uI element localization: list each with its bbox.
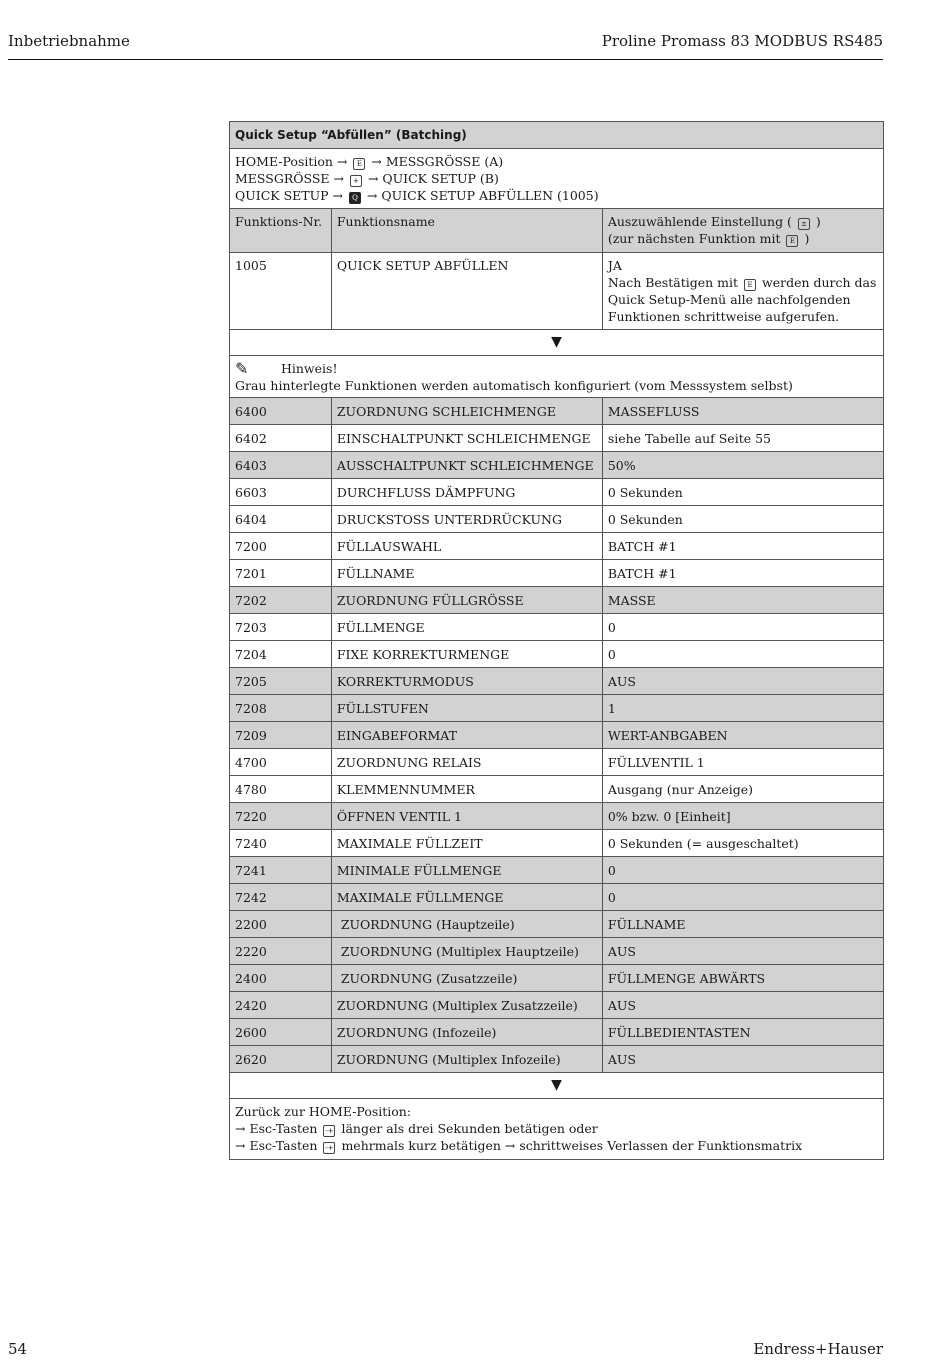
nav-line-2	[235, 170, 878, 187]
function-name: ZUORDNUNG RELAIS	[331, 749, 602, 776]
nav-line-1-start: HOME-Position →	[235, 154, 348, 169]
function-name: ZUORDNUNG (Infozeile)	[331, 1019, 602, 1046]
column-header-setting-a: Auszuwählende Einstellung (	[607, 214, 792, 229]
note-pencil-icon: ✎	[235, 359, 249, 378]
function-nr: 6402	[230, 425, 332, 452]
function-setting: 0	[602, 857, 883, 884]
function-name: ZUORDNUNG FÜLLGRÖSSE	[331, 587, 602, 614]
function-nr: 2200	[230, 911, 332, 938]
note-text: Grau hinterlegte Funktionen werden automatisch konfiguriert (vom Messsystem selbst)	[235, 378, 793, 393]
nav-line-3-start: QUICK SETUP →	[235, 188, 344, 203]
function-name: ÖFFNEN VENTIL 1	[331, 803, 602, 830]
table-row	[230, 938, 884, 965]
table-row	[230, 857, 884, 884]
function-name: AUSSCHALTPUNKT SCHLEICHMENGE	[331, 452, 602, 479]
function-nr: 7240	[230, 830, 332, 857]
function-setting: AUS	[602, 668, 883, 695]
function-name: FIXE KORREKTURMENGE	[331, 641, 602, 668]
function-nr: 7220	[230, 803, 332, 830]
table-title-row	[230, 122, 884, 149]
return-home-cell	[230, 1099, 884, 1160]
function-name: MINIMALE FÜLLMENGE	[331, 857, 602, 884]
function-nr: 6400	[230, 398, 332, 425]
function-nr: 7200	[230, 533, 332, 560]
column-header-name: Funktionsname	[331, 209, 602, 253]
column-header-setting	[602, 209, 883, 253]
first-row-line2b: werden durch das Quick Setup-Menü alle nachfolgenden Funktionen schrittweise aufgerufen.	[607, 275, 877, 324]
function-name: KLEMMENNUMMER	[331, 776, 602, 803]
function-name: ZUORDNUNG (Hauptzeile)	[331, 911, 602, 938]
function-nr: 7242	[230, 884, 332, 911]
function-nr: 4700	[230, 749, 332, 776]
function-nr: 2620	[230, 1046, 332, 1073]
function-nr: 2420	[230, 992, 332, 1019]
nav-line-3-end: → QUICK SETUP ABFÜLLEN (1005)	[366, 188, 599, 203]
nav-line-2-end: → QUICK SETUP (B)	[367, 171, 499, 186]
function-name: EINSCHALTPUNKT SCHLEICHMENGE	[331, 425, 602, 452]
function-setting: AUS	[602, 938, 883, 965]
function-nr: 7204	[230, 641, 332, 668]
column-header-setting-a-end: )	[815, 214, 821, 229]
brand-name: Endress+Hauser	[753, 1340, 883, 1358]
function-nr: 6404	[230, 506, 332, 533]
esc-keys-icon: -+	[325, 1144, 334, 1152]
table-row	[230, 560, 884, 587]
table-row	[230, 884, 884, 911]
function-name: MAXIMALE FÜLLMENGE	[331, 884, 602, 911]
function-setting: FÜLLNAME	[602, 911, 883, 938]
function-nr: 7208	[230, 695, 332, 722]
return-home-row	[230, 1099, 884, 1160]
running-header-product: Proline Promass 83 MODBUS RS485	[601, 32, 883, 50]
header-rule	[8, 59, 883, 60]
function-setting: Ausgang (nur Anzeige)	[602, 776, 883, 803]
return-home-line1: Zurück zur HOME-Position:	[235, 1104, 412, 1119]
function-setting: 0	[602, 641, 883, 668]
plus-key-icon: +	[350, 175, 362, 187]
function-nr: 2400	[230, 965, 332, 992]
function-setting: 1	[602, 695, 883, 722]
function-nr: 2220	[230, 938, 332, 965]
function-name: FÜLLAUSWAHL	[331, 533, 602, 560]
table-row	[230, 722, 884, 749]
function-name: EINGABEFORMAT	[331, 722, 602, 749]
function-setting: 0 Sekunden	[602, 479, 883, 506]
column-header-nr: Funktions-Nr.	[230, 209, 332, 253]
function-name: ZUORDNUNG (Multiplex Hauptzeile)	[331, 938, 602, 965]
function-setting: 0	[602, 614, 883, 641]
function-setting: MASSEFLUSS	[602, 398, 883, 425]
function-name: KORREKTURMODUS	[331, 668, 602, 695]
navigation-cell	[230, 149, 884, 209]
function-setting: 0% bzw. 0 [Einheit]	[602, 803, 883, 830]
function-setting: BATCH #1	[602, 560, 883, 587]
function-name: ZUORDNUNG (Multiplex Zusatzzeile)	[331, 992, 602, 1019]
enter-key-icon: E	[353, 158, 365, 170]
function-setting: BATCH #1	[602, 533, 883, 560]
function-nr: 1005	[230, 253, 332, 330]
esc-keys-icon: -+	[325, 1127, 334, 1135]
quick-setup-key-icon: Q	[349, 192, 361, 204]
function-nr: 7202	[230, 587, 332, 614]
return-home-line3a: → Esc-Tasten	[235, 1138, 318, 1153]
page-number: 54	[8, 1340, 28, 1358]
function-setting: FÜLLMENGE ABWÄRTS	[602, 965, 883, 992]
enter-key-icon: E	[744, 279, 756, 291]
function-setting: AUS	[602, 1046, 883, 1073]
table-row	[230, 614, 884, 641]
function-setting: AUS	[602, 992, 883, 1019]
function-name: MAXIMALE FÜLLZEIT	[331, 830, 602, 857]
table-row	[230, 776, 884, 803]
note-row	[230, 356, 884, 398]
table-row	[230, 533, 884, 560]
table-row	[230, 1019, 884, 1046]
table-row	[230, 452, 884, 479]
function-name: DURCHFLUSS DÄMPFUNG	[331, 479, 602, 506]
function-name: DRUCKSTOSS UNTERDRÜCKUNG	[331, 506, 602, 533]
table-row	[230, 1046, 884, 1073]
return-home-line2a: → Esc-Tasten	[235, 1121, 318, 1136]
function-nr: 6403	[230, 452, 332, 479]
function-setting: 0 Sekunden	[602, 506, 883, 533]
function-name: ZUORDNUNG (Multiplex Infozeile)	[331, 1046, 602, 1073]
table-row	[230, 803, 884, 830]
function-nr: 7241	[230, 857, 332, 884]
function-name: QUICK SETUP ABFÜLLEN	[331, 253, 602, 330]
table-row	[230, 479, 884, 506]
table-row	[230, 425, 884, 452]
quick-setup-table	[229, 121, 884, 1160]
function-setting: 0	[602, 884, 883, 911]
table-row	[230, 695, 884, 722]
function-nr: 7205	[230, 668, 332, 695]
table-row	[230, 587, 884, 614]
table-row	[230, 992, 884, 1019]
table-row	[230, 253, 884, 330]
column-header-setting-b: (zur nächsten Funktion mit	[607, 231, 781, 246]
table-row	[230, 641, 884, 668]
nav-line-2-start: MESSGRÖSSE →	[235, 171, 344, 186]
function-setting: FÜLLVENTIL 1	[602, 749, 883, 776]
note-title: Hinweis!	[280, 361, 338, 376]
arrow-row	[230, 1073, 884, 1099]
function-name: ZUORDNUNG (Zusatzzeile)	[331, 965, 602, 992]
table-row	[230, 830, 884, 857]
table-title: Quick Setup “Abfüllen” (Batching)	[230, 122, 884, 149]
down-arrow-icon: ▼	[230, 1073, 884, 1099]
first-row-line1: JA	[607, 258, 622, 273]
column-header-row	[230, 209, 884, 253]
table-row	[230, 506, 884, 533]
function-name: FÜLLSTUFEN	[331, 695, 602, 722]
function-setting: WERT-ANBGABEN	[602, 722, 883, 749]
plus-minus-key-icon: ±	[798, 218, 810, 230]
function-name: FÜLLNAME	[331, 560, 602, 587]
function-setting: siehe Tabelle auf Seite 55	[602, 425, 883, 452]
function-name: FÜLLMENGE	[331, 614, 602, 641]
function-name: ZUORDNUNG SCHLEICHMENGE	[331, 398, 602, 425]
first-row-line2a: Nach Bestätigen mit	[607, 275, 739, 290]
down-arrow-icon: ▼	[230, 330, 884, 356]
running-header-section: Inbetriebnahme	[8, 32, 130, 50]
function-nr: 6603	[230, 479, 332, 506]
function-nr: 7209	[230, 722, 332, 749]
enter-key-icon: E	[786, 235, 798, 247]
note-cell	[230, 356, 884, 398]
column-header-setting-b-end: )	[804, 231, 810, 246]
return-home-line2b: länger als drei Sekunden betätigen oder	[341, 1121, 598, 1136]
function-setting: FÜLLBEDIENTASTEN	[602, 1019, 883, 1046]
function-setting: 0 Sekunden (= ausgeschaltet)	[602, 830, 883, 857]
nav-line-1	[235, 153, 878, 170]
table-row	[230, 668, 884, 695]
nav-line-3	[235, 187, 878, 204]
arrow-row	[230, 330, 884, 356]
table-row	[230, 965, 884, 992]
function-nr: 4780	[230, 776, 332, 803]
return-home-line3b: mehrmals kurz betätigen → schrittweises Verlassen der Funktionsmatrix	[341, 1138, 803, 1153]
function-nr: 7203	[230, 614, 332, 641]
function-setting: 50%	[602, 452, 883, 479]
function-nr: 2600	[230, 1019, 332, 1046]
function-setting: MASSE	[602, 587, 883, 614]
table-row	[230, 398, 884, 425]
nav-line-1-end: → MESSGRÖSSE (A)	[371, 154, 504, 169]
function-setting	[602, 253, 883, 330]
function-nr: 7201	[230, 560, 332, 587]
table-row	[230, 749, 884, 776]
table-row	[230, 911, 884, 938]
navigation-row	[230, 149, 884, 209]
